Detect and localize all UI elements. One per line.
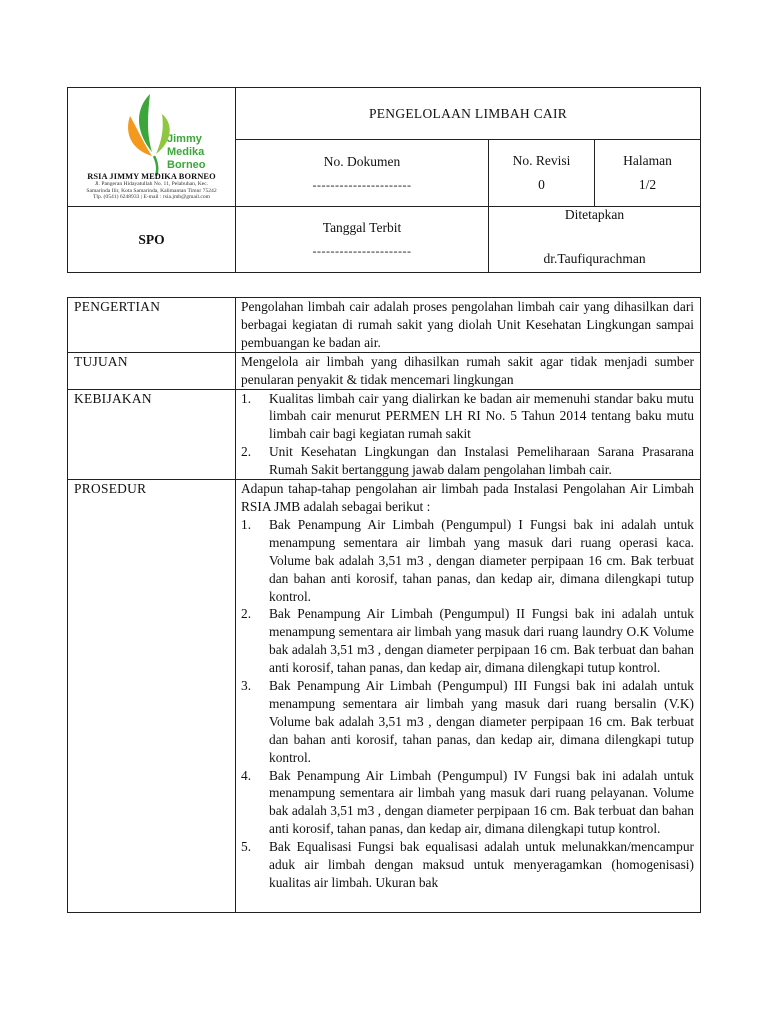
section-pengertian [68,298,701,353]
doc-number-label: No. Dokumen [323,153,401,169]
revision-cell [489,140,595,207]
logo-text-3: Borneo [167,159,206,171]
logo-text-2: Medika [167,146,205,158]
policy-list [241,390,694,480]
revision-label: No. Revisi [512,153,571,168]
section-label: TUJUAN [68,352,236,389]
spo-label: SPO [68,207,236,273]
list-text: Bak Penampung Air Limbah (Pengumpul) III Fungsi bak ini adalah untuk menampung sementara air limbah yang masuk dari ruang bersalin (V.K) Volume bak adalah 3,51 m3 , dengan diameter perpipaan 16 cm. Bak terbuat dan bahan anti korosif, tahan panas, dan kedap air, dimana dilengkapi tutup kontrol. [269,678,694,765]
leaf-logo-icon [122,90,222,176]
list-number: 1. [241,390,252,406]
approval-cell [489,207,701,273]
list-text: Bak Penampung Air Limbah (Pengumpul) I Fungsi bak ini adalah untuk menampung sementara air limbah yang masuk dari ruang operasi kaca. Volume bak adalah 3,51 m3 , dengan diameter perpipaan 16 cm. Bak terbuat dan bahan anti korosif, tahan panas, dan kedap air, dimana dilengkapi tutup kontrol. [269,516,694,604]
doc-number-value: ---------------------- [312,177,412,192]
list-item [241,605,694,677]
doc-number-cell [236,140,489,207]
header-table [67,87,701,273]
list-number: 1. [241,516,252,532]
document-title: PENGELOLAAN LIMBAH CAIR [236,88,701,140]
list-number: 3. [241,678,252,694]
list-item [241,838,694,892]
page-label: Halaman [623,153,672,168]
list-item [241,443,694,479]
section-tujuan [68,352,701,389]
hospital-logo [68,88,235,206]
list-text: Bak Penampung Air Limbah (Pengumpul) II Fungsi bak ini adalah untuk menampung sementara air limbah yang masuk dari ruang laundry O.K Volume bak adalah 3,51 m3 , dengan diameter perpipaan 16 cm. Bak terbuat dan bahan anti korosif, tahan panas, dan kedap air, dimana dilengkapi tutup kontrol. [269,606,694,676]
section-text: Pengolahan limbah cair adalah proses pengolahan limbah cair yang dihasilkan dari berbagai kegiatan di rumah sakit yang diolah Unit Kesehatan Lingkungan sampai pembuangan ke badan air. [236,298,701,353]
list-text: Bak Penampung Air Limbah (Pengumpul) IV Fungsi bak ini adalah untuk menampung sementara air limbah yang masuk dari ruang pelayanan. Volume bak adalah 3,51 m3 , dengan diameter perpipaan 16 cm. Bak terbuat dan bahan anti korosif, tahan panas, dan kedap air, dimana dilengkapi tutup kontrol. [269,767,694,837]
spo-content-table [67,297,701,913]
page-value: 1/2 [638,177,657,192]
list-item [241,516,694,606]
section-label: PROSEDUR [68,480,236,913]
issue-date-label: Tanggal Terbit [322,220,402,235]
issue-date-value: ---------------------- [312,244,412,258]
page-cell [595,140,701,207]
hospital-address [68,181,235,201]
list-item [241,390,694,444]
issue-date-cell [236,207,489,273]
list-number: 5. [241,839,252,855]
list-text: Kualitas limbah cair yang dialirkan ke badan air memenuhi standar baku mutu limbah cair menurut PERMEN LH RI No. 5 Tahun 2014 tentang baku mutu limbah cair bagi kegiatan rumah sakit [269,390,694,442]
hospital-name: RSIA JIMMY MEDIKA BORNEO [87,172,216,181]
procedure-intro: Adapun tahap-tahap pengolahan air limbah pada Instalasi Pengolahan Air Limbah RSIA JMB adalah sebagai berikut : [241,481,694,514]
list-item [241,767,694,839]
section-prosedur [68,480,701,913]
approver-name: dr.Taufiqurachman [543,251,646,266]
section-kebijakan [68,389,701,480]
address-line: Samarinda Ilir, Kota Samarinda, Kalimantan Timur 75242 [86,187,217,194]
list-text: Unit Kesehatan Lingkungan dan Instalasi Pemeliharaan Sarana Prasarana Rumah Sakit bertanggung jawab dalam pengolahan limbah cair. [269,444,694,478]
list-number: 2. [241,444,252,460]
list-number: 2. [241,606,252,622]
procedure-content [241,480,694,912]
logo-text-1: Jimmy [167,133,202,145]
logo-cell [68,88,236,207]
section-label: KEBIJAKAN [68,389,236,480]
procedure-list [241,516,694,892]
list-number: 4. [241,767,252,783]
revision-value: 0 [538,177,545,192]
list-item [241,677,694,767]
address-line: Jl. Pangeran Hidayatullah No. 11, Pelabuhan, Kec. [94,181,209,187]
address-line: Tlp. (0541) 6248933 | E-mail : rsia.jmb@gmail.com [92,194,211,201]
list-text: Bak Equalisasi Fungsi bak equalisasi adalah untuk melunakkan/mencampur aduk air limbah dengan maksud untuk menyeragamkan (homogenisasi) kualitas air limbah. Ukuran bak [269,839,694,890]
section-text: Mengelola air limbah yang dihasilkan rumah sakit agar tidak menjadi sumber penularan penyakit & tidak mencemari lingkungan [236,352,701,389]
section-label: PENGERTIAN [68,298,236,353]
approved-label: Ditetapkan [564,207,625,222]
